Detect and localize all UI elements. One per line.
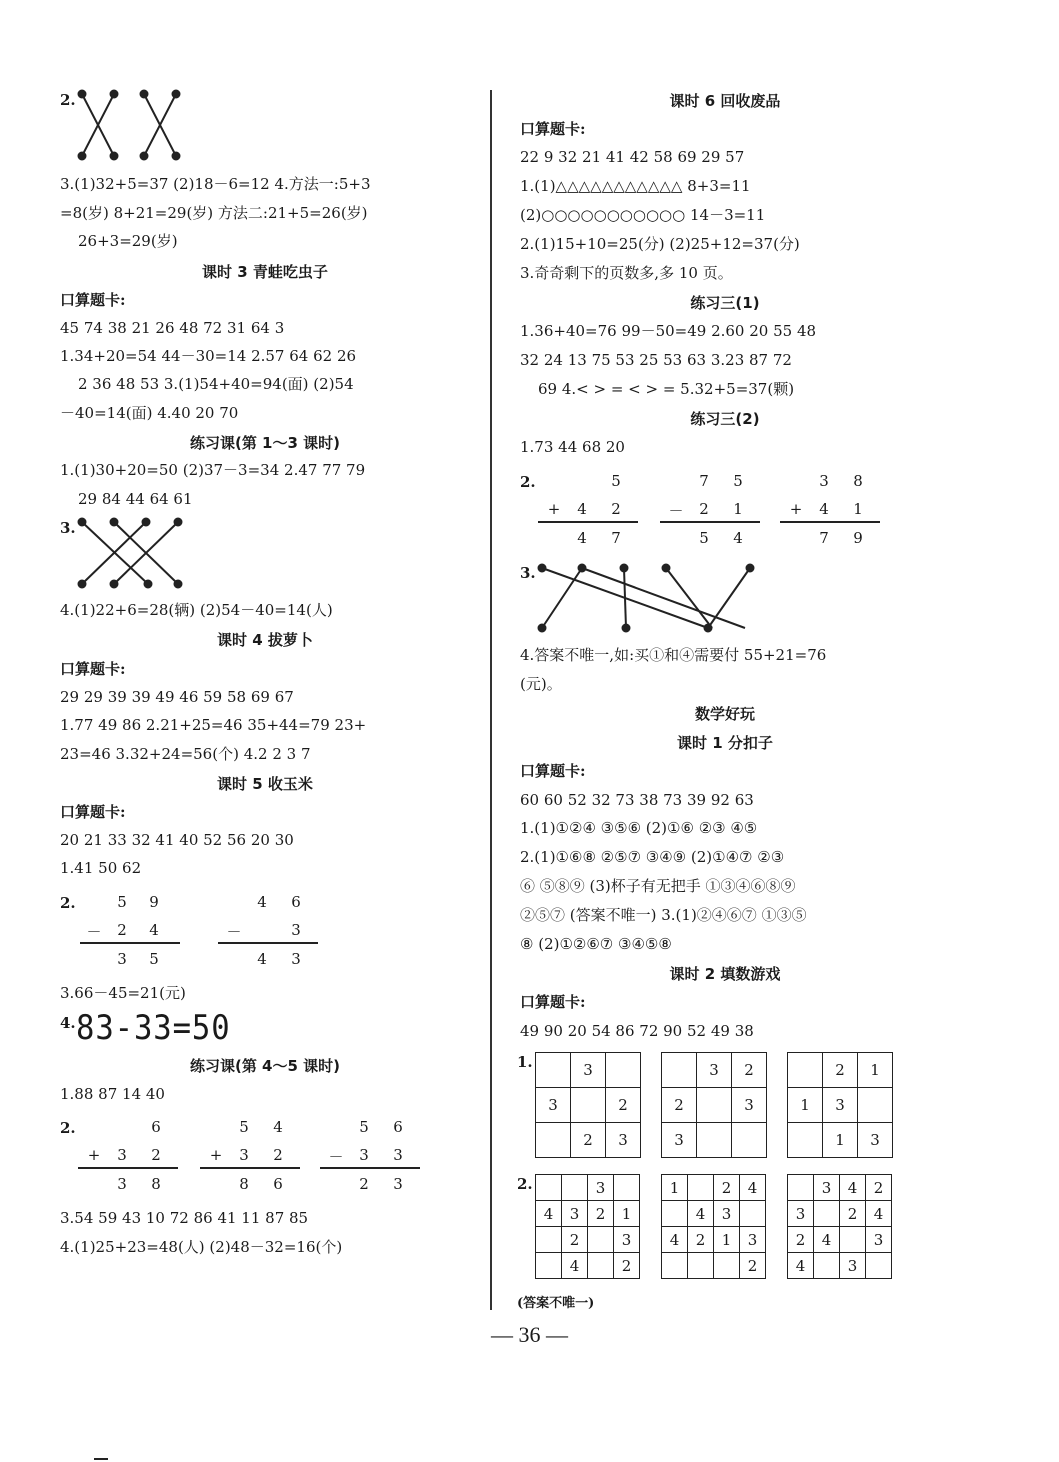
grid-cell <box>788 1175 814 1201</box>
calc-digit: 6 <box>291 893 301 911</box>
mental-math-card-label: 口算题卡: <box>60 291 126 309</box>
calc-rule <box>78 1167 178 1169</box>
calc-operator: + <box>547 500 561 518</box>
answer-line: 2 36 48 53 3.(1)54+40=94(面) (2)54 <box>78 375 354 393</box>
calc-operator: + <box>209 1146 223 1164</box>
calc-digit: 3 <box>291 921 301 939</box>
mental-math-card-label: 口算题卡: <box>60 660 126 678</box>
grid-cell <box>814 1201 840 1227</box>
grid-cell: 2 <box>840 1201 866 1227</box>
grid-cell: 2 <box>866 1175 892 1201</box>
grid-cell: 2 <box>606 1088 641 1123</box>
calc-digit: 3 <box>819 472 829 490</box>
grid-cell: 3 <box>571 1053 606 1088</box>
grid-cell: 2 <box>732 1053 767 1088</box>
calc-digit: 5 <box>239 1118 249 1136</box>
calc-rule <box>320 1167 420 1169</box>
answer-line: (2)○○○○○○○○○○○ 14－3=11 <box>520 206 766 224</box>
calc-rule <box>780 521 880 523</box>
calc-digit: 4 <box>149 921 159 939</box>
grid-cell: 4 <box>662 1227 688 1253</box>
calc-digit: 4 <box>273 1118 283 1136</box>
grid-cell: 4 <box>536 1201 562 1227</box>
grid-cell: 1 <box>614 1201 640 1227</box>
grid-cell: 2 <box>823 1053 858 1088</box>
grid-cell <box>697 1123 732 1158</box>
grid-cell: 3 <box>697 1053 732 1088</box>
calc-digit: 2 <box>611 500 621 518</box>
sudoku-grid-3x3 <box>535 1052 641 1158</box>
grid-cell: 2 <box>662 1088 697 1123</box>
grid-cell: 4 <box>562 1253 588 1279</box>
answer-line: －40=14(面) 4.40 20 70 <box>60 404 239 422</box>
grid-cell: 3 <box>562 1201 588 1227</box>
grid-cell: 1 <box>823 1123 858 1158</box>
grid-cell: 4 <box>840 1175 866 1201</box>
section-heading: 课时 2 填数游戏 <box>669 965 781 983</box>
q1-label: 1. <box>517 1053 533 1071</box>
calc-digit: 5 <box>359 1118 369 1136</box>
calc-digit: 6 <box>273 1175 283 1193</box>
section-heading: 课时 1 分扣子 <box>677 734 773 752</box>
answer-line: 3.66－45=21(元) <box>60 984 186 1002</box>
calc-digit: 5 <box>699 529 709 547</box>
calc-digit: 1 <box>733 500 743 518</box>
answer-line: 1.(1)△△△△△△△△△△△ 8+3=11 <box>520 177 751 195</box>
grid-cell: 3 <box>788 1201 814 1227</box>
q2-label: 2. <box>60 1119 76 1137</box>
grid-cell: 4 <box>688 1201 714 1227</box>
calc-digit: 4 <box>257 893 267 911</box>
section-heading: 练习三(1) <box>690 294 760 312</box>
calc-operator: － <box>328 1148 344 1166</box>
q2-label: 2. <box>60 91 76 109</box>
grid-cell <box>732 1123 767 1158</box>
vertical-calc <box>320 1118 420 1198</box>
answer-line: 26+3=29(岁) <box>78 232 178 250</box>
answer-line: ⑥ ⑤⑧⑨ (3)杯子有无把手 ①③④⑥⑧⑨ <box>520 877 796 895</box>
answer-line: 1.77 49 86 2.21+25=46 35+44=79 23+ <box>60 716 367 734</box>
answer-line: 1.34+20=54 44－30=14 2.57 64 62 26 <box>60 347 357 365</box>
calc-digit: 3 <box>359 1146 369 1164</box>
calc-digit: 3 <box>117 950 127 968</box>
grid-cell: 3 <box>662 1123 697 1158</box>
sudoku-grid-3x3 <box>787 1052 893 1158</box>
calc-rule <box>200 1167 300 1169</box>
calc-digit: 3 <box>117 1146 127 1164</box>
calc-digit: 8 <box>151 1175 161 1193</box>
grid-cell <box>740 1201 766 1227</box>
grid-cell: 2 <box>614 1253 640 1279</box>
grid-cell <box>536 1175 562 1201</box>
grid-cell: 4 <box>788 1253 814 1279</box>
answer-line: 4.(1)25+23=48(人) (2)48－32=16(个) <box>60 1238 343 1256</box>
grid-cell: 3 <box>606 1123 641 1158</box>
calc-digit: 5 <box>117 893 127 911</box>
matching-lines-1 <box>70 88 190 163</box>
q4-label: 4. <box>60 1014 76 1032</box>
calc-digit: 4 <box>819 500 829 518</box>
answer-line: 3.(1)32+5=37 (2)18－6=12 4.方法一:5+3 <box>60 175 371 193</box>
vertical-calc <box>218 893 318 973</box>
calc-rule <box>538 521 638 523</box>
answer-line: 1.88 87 14 40 <box>60 1085 165 1103</box>
grid-cell: 3 <box>614 1227 640 1253</box>
vertical-calc <box>538 472 638 552</box>
q3-label: 3. <box>60 519 76 537</box>
mental-math-card-label: 口算题卡: <box>520 762 586 780</box>
section-heading: 练习三(2) <box>690 410 760 428</box>
grid-cell <box>697 1088 732 1123</box>
answer-line: 2.(1)15+10=25(分) (2)25+12=37(分) <box>520 235 800 253</box>
matching-lines-3 <box>530 560 760 635</box>
matchstick-equation: 83-33=50 <box>76 1008 231 1048</box>
grid-cell <box>536 1053 571 1088</box>
answer-line: 1.36+40=76 99－50=49 2.60 20 55 48 <box>520 322 817 340</box>
grid-cell: 3 <box>866 1227 892 1253</box>
grid-cell: 2 <box>714 1175 740 1201</box>
answer-line: 1.(1)30+20=50 (2)37－3=34 2.47 77 79 <box>60 461 366 479</box>
q2-label: 2. <box>517 1175 533 1193</box>
grid-cell <box>662 1201 688 1227</box>
vertical-calc <box>80 893 180 973</box>
mental-math-card-label: 口算题卡: <box>520 120 586 138</box>
vertical-calc <box>78 1118 178 1198</box>
calc-digit: 3 <box>117 1175 127 1193</box>
answer-line: 1.41 50 62 <box>60 859 142 877</box>
section-heading: 练习课(第 4～5 课时) <box>189 1057 341 1075</box>
answer-line: 22 9 32 21 41 42 58 69 29 57 <box>520 148 745 166</box>
calc-digit: 7 <box>611 529 621 547</box>
vertical-calc <box>780 472 880 552</box>
answer-line: 23=46 3.32+24=56(个) 4.2 2 3 7 <box>60 745 311 763</box>
calc-digit: 4 <box>577 529 587 547</box>
section-heading: 课时 3 青蛙吃虫子 <box>202 263 328 281</box>
grid-cell <box>571 1088 606 1123</box>
grid-cell <box>788 1053 823 1088</box>
grid-cell <box>536 1123 571 1158</box>
vertical-calc <box>660 472 760 552</box>
answer-line: 29 29 39 39 49 46 59 58 69 67 <box>60 688 294 706</box>
calc-digit: 9 <box>149 893 159 911</box>
answer-line: ⑧ (2)①②⑥⑦ ③④⑤⑧ <box>520 935 672 953</box>
calc-digit: 7 <box>819 529 829 547</box>
grid-cell <box>588 1253 614 1279</box>
grid-cell: 1 <box>714 1227 740 1253</box>
grid-cell: 2 <box>571 1123 606 1158</box>
calc-digit: 2 <box>117 921 127 939</box>
grid-cell: 3 <box>740 1227 766 1253</box>
section-heading: 课时 5 收玉米 <box>217 775 313 793</box>
section-heading: 课时 6 回收废品 <box>669 92 781 110</box>
calc-operator: + <box>87 1146 101 1164</box>
answer-line: 60 60 52 32 73 38 73 39 92 63 <box>520 791 754 809</box>
calc-digit: 6 <box>393 1118 403 1136</box>
calc-digit: 2 <box>151 1146 161 1164</box>
calc-digit: 7 <box>699 472 709 490</box>
grid-cell: 4 <box>866 1201 892 1227</box>
grid-cell <box>688 1175 714 1201</box>
grid-cell <box>688 1253 714 1279</box>
calc-digit: 2 <box>359 1175 369 1193</box>
matching-lines-2 <box>70 516 190 591</box>
calc-digit: 8 <box>239 1175 249 1193</box>
calc-digit: 2 <box>273 1146 283 1164</box>
grid-cell: 2 <box>788 1227 814 1253</box>
answer-line: 1.(1)①②④ ③⑤⑥ (2)①⑥ ②③ ④⑤ <box>520 819 758 837</box>
answer-line: =8(岁) 8+21=29(岁) 方法二:21+5=26(岁) <box>60 204 368 222</box>
calc-operator: － <box>86 923 102 941</box>
answer-line: 2.(1)①⑥⑧ ②⑤⑦ ③④⑨ (2)①④⑦ ②③ <box>520 848 785 866</box>
section-heading: 练习课(第 1～3 课时) <box>189 434 341 452</box>
grid-cell: 3 <box>588 1175 614 1201</box>
grid-cell: 3 <box>823 1088 858 1123</box>
calc-digit: 1 <box>853 500 863 518</box>
grid-cell <box>662 1053 697 1088</box>
q2-label: 2. <box>520 473 536 491</box>
grid-cell <box>662 1253 688 1279</box>
note-answer-not-unique: (答案不唯一) <box>517 1296 595 1311</box>
grid-cell <box>840 1227 866 1253</box>
mental-math-card-label: 口算题卡: <box>520 993 586 1011</box>
grid-cell <box>858 1088 893 1123</box>
calc-operator: － <box>668 502 684 520</box>
grid-cell <box>788 1123 823 1158</box>
grid-cell <box>588 1227 614 1253</box>
answer-line: 4.答案不唯一,如:买①和④需要付 55+21=76 <box>520 646 827 664</box>
answer-line: 32 24 13 75 53 25 53 63 3.23 87 72 <box>520 351 792 369</box>
calc-digit: 5 <box>733 472 743 490</box>
grid-cell <box>866 1253 892 1279</box>
grid-cell <box>814 1253 840 1279</box>
vertical-calc <box>200 1118 300 1198</box>
calc-operator: + <box>789 500 803 518</box>
grid-cell: 4 <box>814 1227 840 1253</box>
grid-cell: 2 <box>688 1227 714 1253</box>
calc-digit: 3 <box>291 950 301 968</box>
answer-line: 1.73 44 68 20 <box>520 438 625 456</box>
calc-rule <box>660 521 760 523</box>
calc-digit: 4 <box>577 500 587 518</box>
answer-line: 29 84 44 64 61 <box>78 490 193 508</box>
calc-digit: 8 <box>853 472 863 490</box>
grid-cell: 1 <box>788 1088 823 1123</box>
grid-cell: 3 <box>536 1088 571 1123</box>
grid-cell <box>536 1253 562 1279</box>
answer-line: 3.奇奇剩下的页数多,多 10 页。 <box>520 264 733 282</box>
section-heading: 课时 4 拔萝卜 <box>217 631 313 649</box>
grid-cell: 1 <box>662 1175 688 1201</box>
sudoku-grid-4x4 <box>535 1174 640 1279</box>
grid-cell: 3 <box>814 1175 840 1201</box>
answer-line: 49 90 20 54 86 72 90 52 49 38 <box>520 1022 754 1040</box>
calc-rule <box>80 942 180 944</box>
calc-rule <box>218 942 318 944</box>
answer-line: 69 4.< > = < > = 5.32+5=37(颗) <box>538 380 795 398</box>
grid-cell: 4 <box>740 1175 766 1201</box>
answer-line: 45 74 38 21 26 48 72 31 64 3 <box>60 319 285 337</box>
grid-cell: 2 <box>588 1201 614 1227</box>
answer-line: ②⑤⑦ (答案不唯一) 3.(1)②④⑥⑦ ①③⑤ <box>520 906 807 924</box>
section-heading: 数学好玩 <box>694 705 755 723</box>
grid-cell: 2 <box>740 1253 766 1279</box>
column-divider <box>490 90 492 1310</box>
q2-label: 2. <box>60 894 76 912</box>
calc-operator: － <box>226 923 242 941</box>
calc-digit: 5 <box>611 472 621 490</box>
grid-cell <box>536 1227 562 1253</box>
calc-digit: 3 <box>393 1175 403 1193</box>
answer-line: 3.54 59 43 10 72 86 41 11 87 85 <box>60 1209 309 1227</box>
sudoku-grid-4x4 <box>661 1174 766 1279</box>
grid-cell: 3 <box>840 1253 866 1279</box>
page-number: — 36 — <box>491 1322 568 1347</box>
calc-digit: 6 <box>151 1118 161 1136</box>
answer-line: 20 21 33 32 41 40 52 56 20 30 <box>60 831 294 849</box>
answer-line: 4.(1)22+6=28(辆) (2)54－40=14(人) <box>60 601 333 619</box>
answer-line: (元)。 <box>520 675 562 693</box>
calc-digit: 3 <box>239 1146 249 1164</box>
calc-digit: 4 <box>257 950 267 968</box>
calc-digit: 3 <box>393 1146 403 1164</box>
calc-digit: 5 <box>149 950 159 968</box>
calc-digit: 2 <box>699 500 709 518</box>
mental-math-card-label: 口算题卡: <box>60 803 126 821</box>
grid-cell <box>562 1175 588 1201</box>
corner-mark <box>94 1458 108 1460</box>
grid-cell <box>714 1253 740 1279</box>
grid-cell <box>614 1175 640 1201</box>
calc-digit: 9 <box>853 529 863 547</box>
grid-cell: 3 <box>858 1123 893 1158</box>
sudoku-grid-3x3 <box>661 1052 767 1158</box>
grid-cell: 3 <box>732 1088 767 1123</box>
sudoku-grid-4x4 <box>787 1174 892 1279</box>
grid-cell: 2 <box>562 1227 588 1253</box>
q3-label: 3. <box>520 564 536 582</box>
grid-cell: 1 <box>858 1053 893 1088</box>
grid-cell: 3 <box>714 1201 740 1227</box>
grid-cell <box>606 1053 641 1088</box>
calc-digit: 4 <box>733 529 743 547</box>
